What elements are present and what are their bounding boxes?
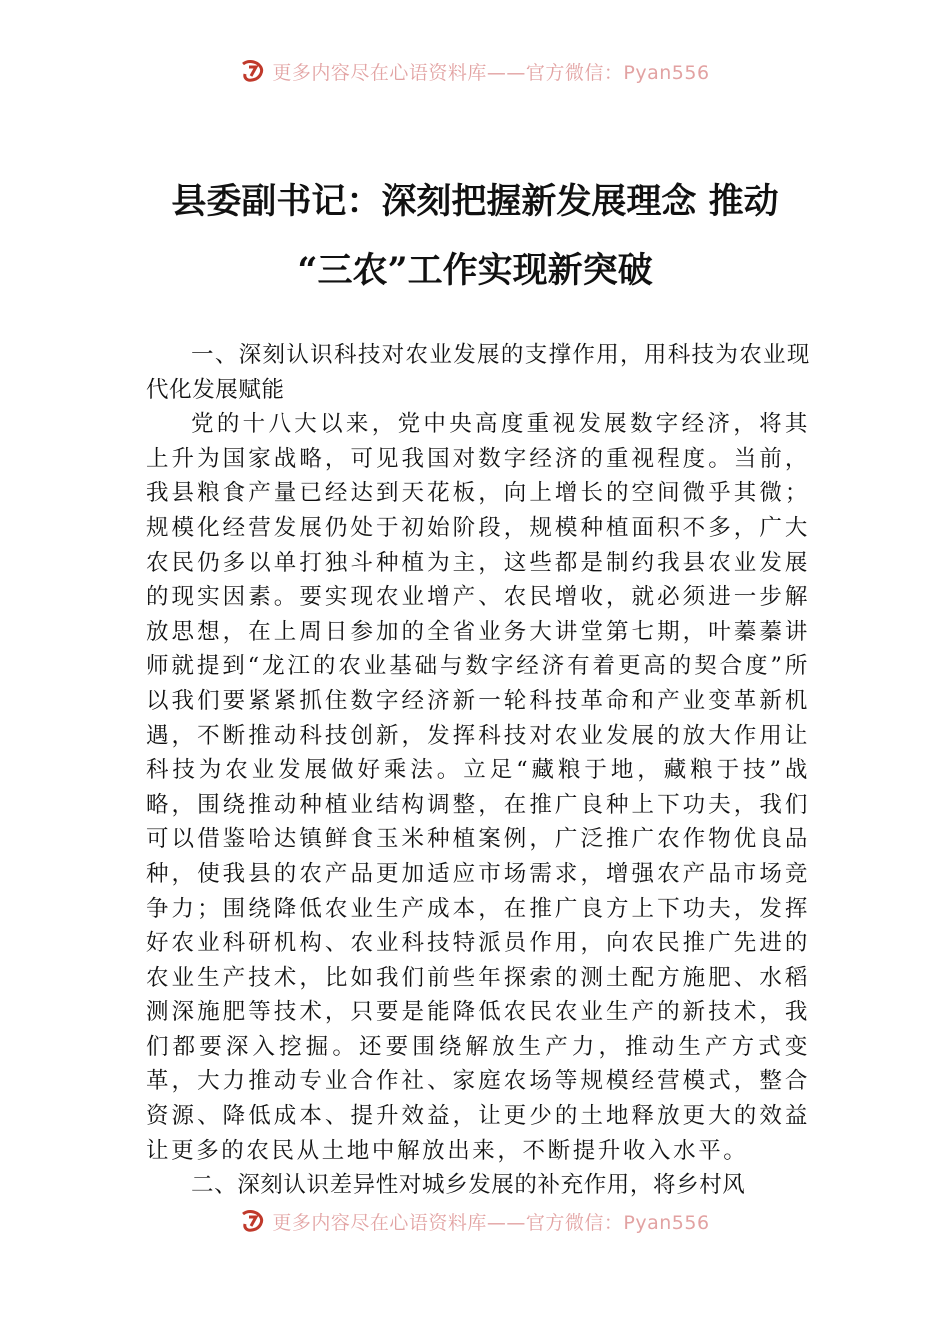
watermark-text: 更多内容尽在心语资料库——官方微信：Pyan556 <box>272 61 710 84</box>
brand-logo-icon <box>240 1209 266 1233</box>
watermark-text: 更多内容尽在心语资料库——官方微信：Pyan556 <box>272 1211 710 1234</box>
watermark-banner-bottom <box>0 1206 950 1236</box>
brand-logo-icon <box>240 59 266 83</box>
document-body <box>146 338 810 1203</box>
section-2-heading: 二、深刻认识差异性对城乡发展的补充作用，将乡村风 <box>191 1172 746 1199</box>
watermark-banner-top <box>0 56 950 86</box>
document-title-line-2: “三农”工作实现新突破 <box>297 250 653 291</box>
document-title-line-1: 县委副书记：深刻把握新发展理念 推动 <box>171 181 779 222</box>
section-1-heading: 一、深刻认识科技对农业发展的支撑作用，用科技为农业现代化发展赋能 <box>146 342 810 403</box>
section-1-paragraph: 党的十八大以来，党中央高度重视发展数字经济，将其上升为国家战略，可见我国对数字经济的重视程度。当前，我县粮食产量已经达到天花板，向上增长的空间微乎其微；规模化经营发展仍处于初始阶段，规模种植面积不多，广大农民仍多以单打独斗种植为主，这些都是制约我县农业发展的现实因素。要实现农业增产、农民增收，就必须进一步解放思想，在上周日参加的全省业务大讲堂第七期，叶蓁蓁讲师就提到“龙江的农业基础与数字经济有着更高的契合度”所以我们要紧紧抓住数字经济新一轮科技革命和产业变革新机遇，不断推动科技创新，发挥科技对农业发展的放大作用让科技为农业发展做好乘法。立足“藏粮于地，藏粮于技”战略，围绕推动种植业结构调整，在推广良种上下功夫，我们可以借鉴哈达镇鲜食玉米种植案例，广泛推广农作物优良品种，使我县的农产品更加适应市场需求，增强农产品市场竞争力；围绕降低农业生产成本，在推广良方上下功夫，发挥好农业科研机构、农业科技特派员作用，向农民推广先进的农业生产技术，比如我们前些年探索的测土配方施肥、水稻测深施肥等技术，只要是能降低农民农业生产的新技术，我们都要深入挖掘。还要围绕解放生产力，推动生产方式变革，大力推动专业合作社、家庭农场等规模经营模式，整合资源、降低成本、提升效益，让更少的土地释放更大的效益让更多的农民从土地中解放出来，不断提升收入水平。 <box>146 411 810 1164</box>
